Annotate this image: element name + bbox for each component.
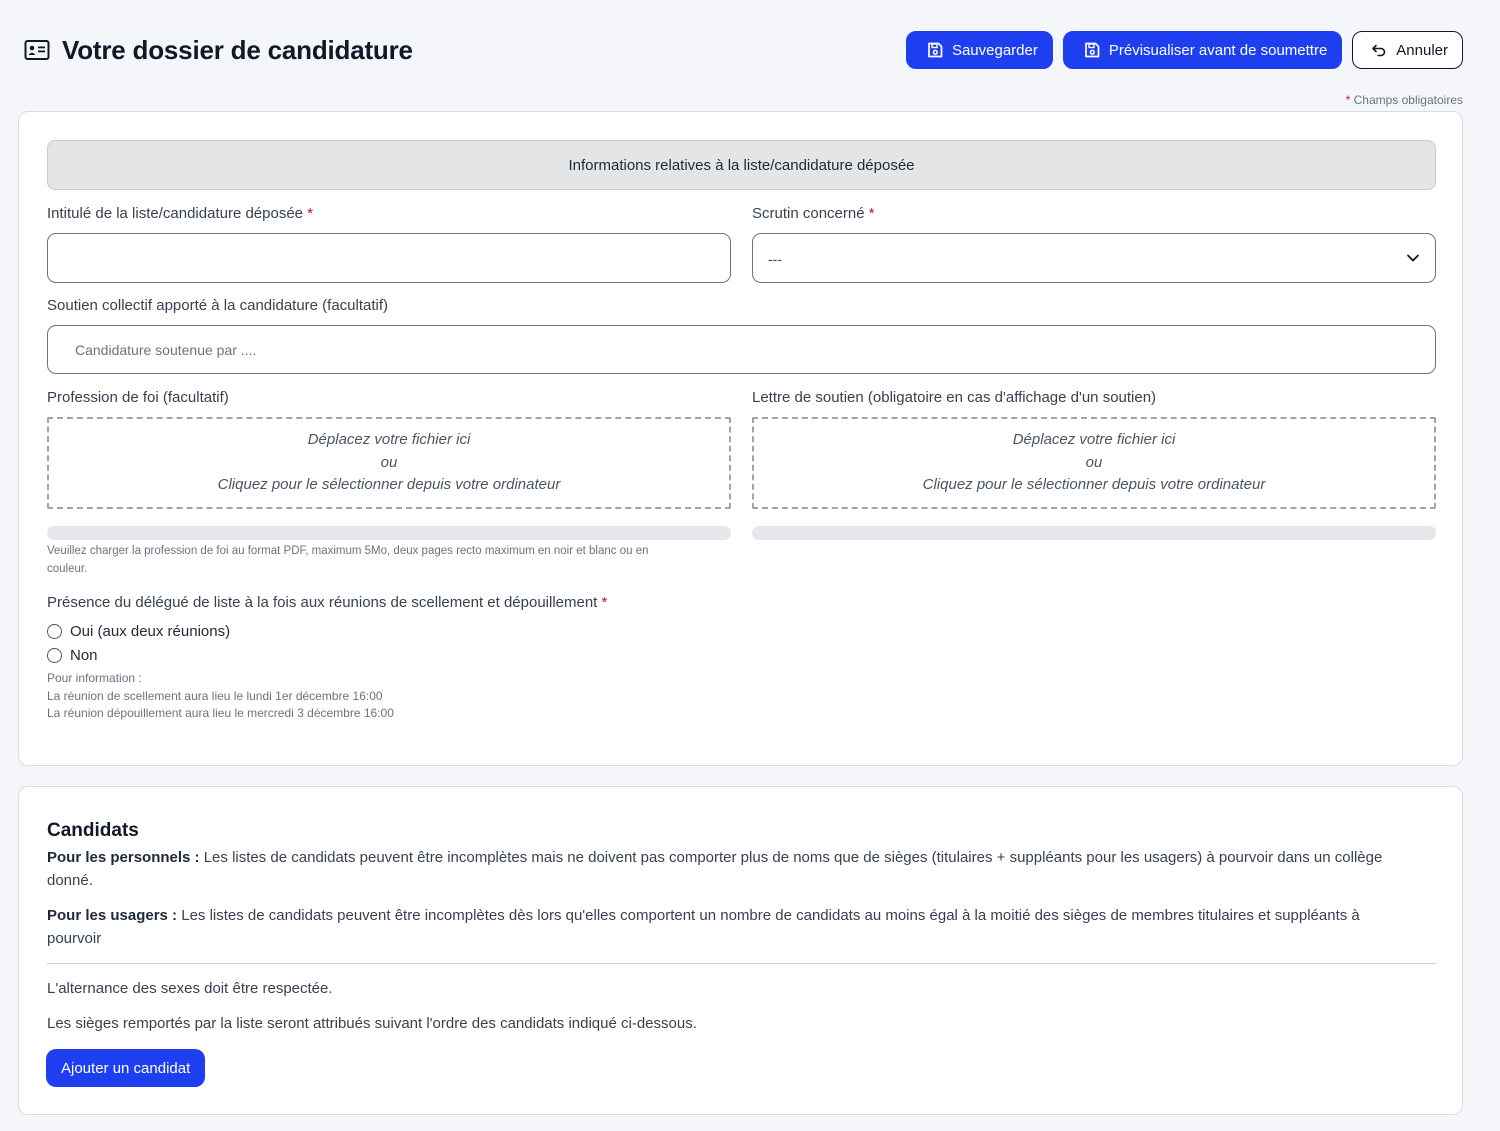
required-fields-note (1346, 93, 1463, 107)
dropzone-line: ou (1085, 453, 1103, 471)
undo-icon (1371, 42, 1387, 58)
personnels-bold: Pour les personnels : (47, 849, 200, 866)
alternance-note: L'alternance des sexes doit être respectée. (47, 980, 333, 997)
scrutin-label-text: Scrutin concerné (752, 205, 865, 222)
support-label: Soutien collectif apporté à la candidature (facultatif) (47, 297, 389, 314)
personnels-rule (47, 847, 1417, 892)
usagers-text: Les listes de candidats peuvent être incomplètes dès lors qu'elles comportent un nombre de candidats au moins égal à la moitié des sièges de membres titulaires et suppléants à pourvoir (47, 907, 1360, 947)
usagers-rule (47, 905, 1417, 950)
radio-button[interactable] (47, 648, 62, 663)
save-button-label: Sauvegarder (951, 41, 1038, 59)
personnels-text: Les listes de candidats peuvent être incomplètes mais ne doivent pas comporter plus de noms que de sièges (titulaires + suppléants pour les usagers) à pourvoir dans un collège donné. (47, 849, 1383, 889)
radio-label: Oui (aux deux réunions) (70, 623, 231, 640)
dropzone-line: ou (380, 453, 398, 471)
usagers-bold: Pour les usagers : (47, 907, 178, 924)
scrutin-label (752, 205, 875, 222)
upload-hint (47, 542, 737, 578)
letter-upload-label: Lettre de soutien (obligatoire en cas d'affichage d'un soutien) (752, 389, 1157, 406)
support-input[interactable] (47, 325, 1436, 374)
presence-option-non[interactable] (47, 647, 98, 664)
profession-progress-bar (47, 526, 731, 540)
info-line: La réunion dépouillement aura lieu le mercredi 3 décembre 16:00 (47, 706, 394, 720)
info-line: Pour information : (47, 671, 142, 685)
meeting-info (47, 670, 394, 723)
list-info-card (18, 111, 1463, 766)
required-star: * (1345, 93, 1351, 107)
divider (47, 963, 1436, 964)
header-actions (906, 31, 1463, 69)
profession-dropzone[interactable] (47, 417, 731, 509)
required-star: * (601, 594, 608, 611)
support-placeholder: Candidature soutenue par .... (75, 342, 257, 358)
id-card-icon (24, 39, 50, 61)
scrutin-select[interactable] (752, 233, 1436, 283)
letter-progress-bar (752, 526, 1436, 540)
page-title: Votre dossier de candidature (62, 34, 413, 65)
cancel-button[interactable] (1352, 31, 1463, 69)
save-button[interactable] (906, 31, 1053, 69)
dropzone-line: Cliquez pour le sélectionner depuis votre ordinateur (217, 476, 561, 493)
presence-label-text: Présence du délégué de liste à la fois aux réunions de scellement et dépouillement (47, 594, 598, 611)
candidates-card (18, 786, 1463, 1115)
letter-dropzone[interactable] (752, 417, 1436, 509)
dropzone-line: Cliquez pour le sélectionner depuis votre ordinateur (922, 476, 1266, 493)
cancel-button-label: Annuler (1396, 41, 1448, 59)
candidates-title: Candidats (47, 820, 139, 841)
scrutin-selected-value: --- (768, 251, 782, 267)
section-title-band: Informations relatives à la liste/candidature déposée (47, 140, 1436, 190)
title-wrap (24, 35, 413, 66)
list-title-label-text: Intitulé de la liste/candidature déposée (47, 205, 304, 222)
profession-upload-label: Profession de foi (facultatif) (47, 389, 229, 406)
dropzone-line: Déplacez votre fichier ici (1012, 431, 1176, 448)
radio-button[interactable] (47, 624, 62, 639)
info-line: La réunion de scellement aura lieu le lundi 1er décembre 16:00 (47, 688, 383, 703)
upload-hint-line: couleur. (47, 563, 88, 575)
chevron-down-icon (1406, 251, 1420, 270)
required-note-text: Champs obligatoires (1353, 93, 1463, 107)
list-title-input[interactable] (47, 233, 731, 283)
preview-button-label: Prévisualiser avant de soumettre (1108, 41, 1328, 59)
save-icon (1084, 42, 1100, 58)
dropzone-line: Déplacez votre fichier ici (307, 431, 471, 448)
required-star: * (868, 205, 875, 222)
radio-label: Non (70, 647, 98, 664)
list-title-label (47, 205, 313, 222)
preview-button[interactable] (1063, 31, 1342, 69)
upload-hint-line: Veuillez charger la profession de foi au format PDF, maximum 5Mo, deux pages recto maximum en noir et blanc ou en (47, 545, 649, 557)
add-candidate-button[interactable]: Ajouter un candidat (46, 1049, 205, 1087)
required-star: * (307, 205, 314, 222)
presence-option-oui[interactable] (47, 623, 230, 640)
save-icon (927, 42, 943, 58)
page-header (24, 31, 1463, 69)
order-note: Les sièges remportés par la liste seront attribués suivant l'ordre des candidats indiqué ci-dessous. (47, 1015, 697, 1032)
presence-label (47, 594, 607, 611)
